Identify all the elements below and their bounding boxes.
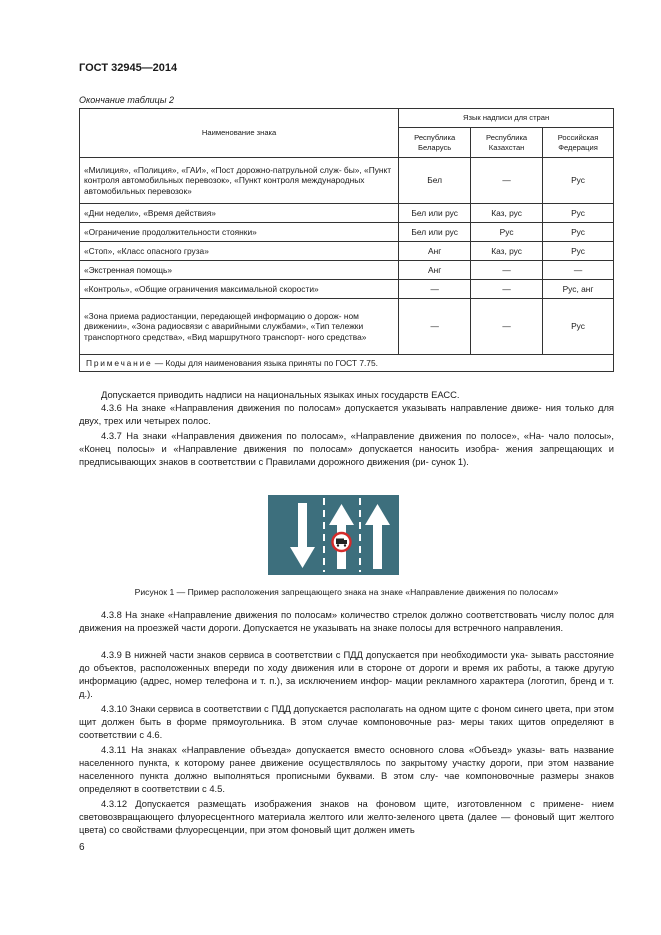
col-header-language-group: Язык надписи для стран <box>399 109 614 128</box>
kazakhstan-cell: — <box>471 280 543 299</box>
sign-name-cell: «Зона приема радиостанции, передающей информацию о дорож- ном движении», «Зона радиосвязи с аварийными службами», «Тип тележки транспортного средства», «Вид маршрутного транспорт- ного средства» <box>80 299 399 355</box>
table-row <box>80 261 614 280</box>
russia-cell: Рус <box>543 223 614 242</box>
russia-cell: Рус <box>543 204 614 223</box>
table-row <box>80 223 614 242</box>
figure-caption: Рисунок 1 — Пример расположения запрещающего знака на знаке «Направление движения по полосам» <box>134 587 559 597</box>
russia-cell: Рус <box>543 242 614 261</box>
belarus-cell: — <box>399 299 471 355</box>
table-row <box>80 299 614 355</box>
col-header-kazakhstan: Республика Казахстан <box>471 128 543 158</box>
paragraph: 4.3.9 В нижней части знаков сервиса в соответствии с ПДД допускается при необходимости ука- зывать расстояние до объектов, расположенных впереди по ходу движения или в стороне от дороги и время их работы, а также другую информацию (адрес, номер телефона и т. п.), за исключением инфор- мации рекламного характера (логотип, бренд и т. д.). <box>79 649 614 699</box>
table-note <box>80 355 614 372</box>
kazakhstan-cell: Рус <box>471 223 543 242</box>
sign-name-cell: «Ограничение продолжительности стоянки» <box>80 223 399 242</box>
russia-cell: Рус, анг <box>543 280 614 299</box>
kazakhstan-cell: — <box>471 299 543 355</box>
lane-arrows-icon <box>268 495 399 575</box>
table-row <box>80 242 614 261</box>
kazakhstan-cell: Каз, рус <box>471 242 543 261</box>
table-note-row <box>80 355 614 372</box>
table-caption: Окончание таблицы 2 <box>79 95 174 105</box>
paragraph: 4.3.7 На знаки «Направления движения по полосам», «Направление движения по полосе», «На- чало полосы», «Конец полосы» и «Направление движения по полосам» допускается наносить изобра- жения запрещающих и предписывающих знаков в соответствии с Правилами дорожного движения (ри- сунок 1). <box>79 430 614 467</box>
russia-cell: Рус <box>543 299 614 355</box>
sign-name-cell: «Милиция», «Полиция», «ГАИ», «Пост дорожно-патрульной служ- бы», «Пункт контроля автомобильных перевозок», «Пункт контроля международных автомобильных перевозок» <box>80 158 399 204</box>
paragraph: 4.3.6 На знаке «Направления движения по полосам» допускается указывать направление движе- ния только для двух, трех или четырех полос. <box>79 402 614 426</box>
document-code: ГОСТ 32945—2014 <box>79 62 178 74</box>
col-header-sign-name: Наименование знака <box>80 109 399 158</box>
lane-direction-sign <box>268 495 399 575</box>
belarus-cell: Бел или рус <box>399 223 471 242</box>
russia-cell: — <box>543 261 614 280</box>
sign-name-cell: «Дни недели», «Время действия» <box>80 204 399 223</box>
sign-name-cell: «Стоп», «Класс опасного груза» <box>80 242 399 261</box>
belarus-cell: Бел или рус <box>399 204 471 223</box>
page-number: 6 <box>79 842 85 853</box>
kazakhstan-cell: — <box>471 158 543 204</box>
language-table <box>79 108 614 372</box>
paragraph: 4.3.10 Знаки сервиса в соответствии с ПДД допускается располагать на одном щите с фоном синего цвета, при этом щит должен быть в форме прямоугольника. В этом случае компоновочные раз- меры таких щитов определяют в соответствии с 4.6. <box>79 703 614 740</box>
col-header-belarus: Республика Беларусь <box>399 128 471 158</box>
table-row <box>80 280 614 299</box>
paragraph: 4.3.12 Допускается размещать изображения знаков на фоновом щите, изготовленном с примене- нием световозвращающего флуоресцентного материала желтого или желто-зеленого цвета (далее — фоновый щит желтого цвета) со свойствами флуоресценции, при этом фоновый щит должен иметь <box>79 798 614 835</box>
col-header-russia: Российская Федерация <box>543 128 614 158</box>
russia-cell: Рус <box>543 158 614 204</box>
sign-name-cell: «Контроль», «Общие ограничения максимальной скорости» <box>80 280 399 299</box>
paragraph: 4.3.11 На знаках «Направление объезда» допускается вместо основного слова «Объезд» указы- вать название населенного пункта, к которому ранее движение осуществлялось по закрытому участку дороги, при этом название населенного пункта должно выполняться прописными буквами. В этом слу- чае компоновочные размеры знаков определяют в соответствии с 4.5. <box>79 744 614 794</box>
note-text: — Коды для наименования языка приняты по ГОСТ 7.75. <box>152 357 378 368</box>
paragraph: Допускается приводить надписи на национальных языках иных государств ЕАСС. <box>101 389 460 400</box>
kazakhstan-cell: Каз, рус <box>471 204 543 223</box>
belarus-cell: Анг <box>399 242 471 261</box>
note-label: Примечание <box>86 357 153 368</box>
belarus-cell: — <box>399 280 471 299</box>
kazakhstan-cell: — <box>471 261 543 280</box>
table-row <box>80 204 614 223</box>
paragraph: 4.3.8 На знаке «Направление движения по полосам» количество стрелок должно соответствовать числу полос для движения на проезжей части дороги. Допускается не указывать на знаке полосы для встречного направления. <box>79 609 614 633</box>
belarus-cell: Анг <box>399 261 471 280</box>
sign-name-cell: «Экстренная помощь» <box>80 261 399 280</box>
table-row <box>80 158 614 204</box>
belarus-cell: Бел <box>399 158 471 204</box>
